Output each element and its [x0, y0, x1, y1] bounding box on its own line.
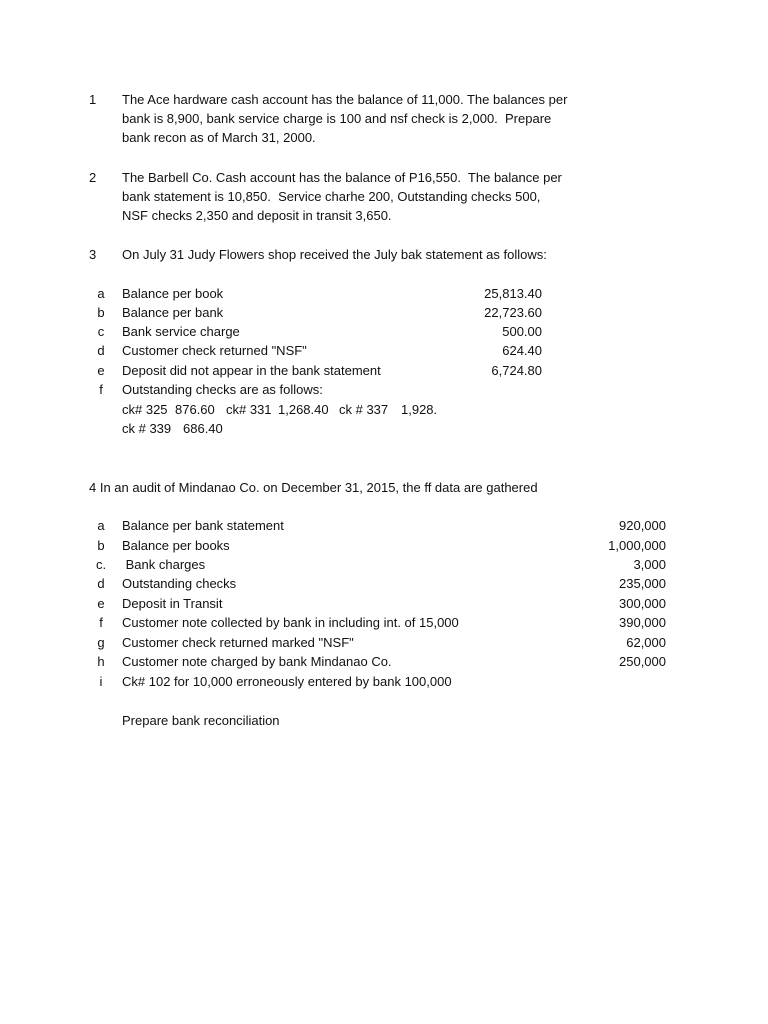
problem-4-item-amount: 62,000 — [626, 635, 666, 650]
problem-4-item-desc: Outstanding checks — [122, 576, 237, 591]
problem-4-item-letter: h — [97, 654, 105, 669]
check-amount: 1,268.40 — [278, 402, 329, 417]
check-number: ck # 339 — [122, 421, 172, 436]
problem-3-item-letter: c — [97, 324, 105, 339]
problem-3-item-desc: Bank service charge — [122, 324, 240, 339]
check-number: ck# 331 — [226, 402, 272, 417]
problem-4-item-letter: f — [99, 615, 103, 630]
problem-2-number: 2 — [89, 170, 97, 185]
problem-4-item-amount: 235,000 — [619, 576, 666, 591]
problem-4-item-amount: 920,000 — [619, 518, 666, 533]
problem-3-number: 3 — [89, 247, 97, 262]
problem-4-item-amount: 1,000,000 — [608, 538, 666, 553]
problem-3-item-desc: Deposit did not appear in the bank statement — [122, 363, 381, 378]
problem-3-item-amount: 6,724.80 — [491, 363, 542, 378]
check-amount: 1,928. — [401, 402, 438, 417]
problem-4-item-amount: 250,000 — [619, 654, 666, 669]
check-amount: 876.60 — [175, 402, 215, 417]
problem-3-item-amount: 500.00 — [502, 324, 542, 339]
problem-3-item-amount: 22,723.60 — [484, 305, 542, 320]
problem-4-item-desc: Balance per books — [122, 538, 230, 553]
problem-4-item-letter: i — [99, 674, 103, 689]
problem-2-line-1: The Barbell Co. Cash account has the balance of P16,550. The balance per — [122, 170, 562, 185]
problem-4-item-amount: 390,000 — [619, 615, 666, 630]
problem-2-line-2: bank statement is 10,850. Service charhe 200, Outstanding checks 500, — [122, 189, 541, 204]
problem-4-item-desc: Deposit in Transit — [122, 596, 223, 611]
problem-1-number: 1 — [89, 92, 97, 107]
problem-4-item-letter: e — [97, 596, 105, 611]
problem-4-item-desc: Customer note charged by bank Mindanao Co. — [122, 654, 392, 669]
check-number: ck# 325 — [122, 402, 168, 417]
problem-4-item-letter: d — [97, 576, 105, 591]
problem-3-item-amount: 25,813.40 — [484, 286, 542, 301]
problem-4-item-letter: a — [97, 518, 105, 533]
problem-1-line-3: bank recon as of March 31, 2000. — [122, 130, 316, 145]
problem-3-intro: On July 31 Judy Flowers shop received the July bak statement as follows: — [122, 247, 547, 262]
problem-3-item-desc: Balance per book — [122, 286, 224, 301]
problem-3-item-letter: a — [97, 286, 105, 301]
problem-3-item-desc: Customer check returned "NSF" — [122, 343, 307, 358]
problem-3-item-letter: f — [99, 382, 103, 397]
check-number: ck # 337 — [339, 402, 389, 417]
problem-4-item-desc: Customer note collected by bank in including int. of 15,000 — [122, 615, 459, 630]
problem-4-intro: 4 In an audit of Mindanao Co. on December 31, 2015, the ff data are gathered — [89, 480, 538, 495]
check-amount: 686.40 — [183, 421, 223, 436]
problem-3-item-desc: Balance per bank — [122, 305, 224, 320]
problem-4-item-letter: b — [97, 538, 105, 553]
problem-4-item-desc: Balance per bank statement — [122, 518, 284, 533]
problem-1-line-1: The Ace hardware cash account has the balance of 11,000. The balances per — [122, 92, 568, 107]
problem-3-item-amount: 624.40 — [502, 343, 542, 358]
problem-3-item-letter: b — [97, 305, 105, 320]
problem-4-item-amount: 3,000 — [633, 557, 666, 572]
problem-4-item-desc: Customer check returned marked "NSF" — [122, 635, 354, 650]
problem-4-item-desc: Bank charges — [122, 557, 206, 572]
problem-1-line-2: bank is 8,900, bank service charge is 100 and nsf check is 2,000. Prepare — [122, 111, 552, 126]
problem-4-item-letter: g — [97, 635, 105, 650]
problem-2-line-3: NSF checks 2,350 and deposit in transit 3,650. — [122, 208, 392, 223]
problem-4-item-letter: c. — [95, 557, 107, 572]
problem-4-item-desc: Ck# 102 for 10,000 erroneously entered by bank 100,000 — [122, 674, 452, 689]
problem-4-item-amount: 300,000 — [619, 596, 666, 611]
problem-3-item-desc: Outstanding checks are as follows: — [122, 382, 323, 397]
problem-3-item-letter: e — [97, 363, 105, 378]
problem-3-item-letter: d — [97, 343, 105, 358]
problem-4-closing: Prepare bank reconciliation — [122, 713, 280, 728]
